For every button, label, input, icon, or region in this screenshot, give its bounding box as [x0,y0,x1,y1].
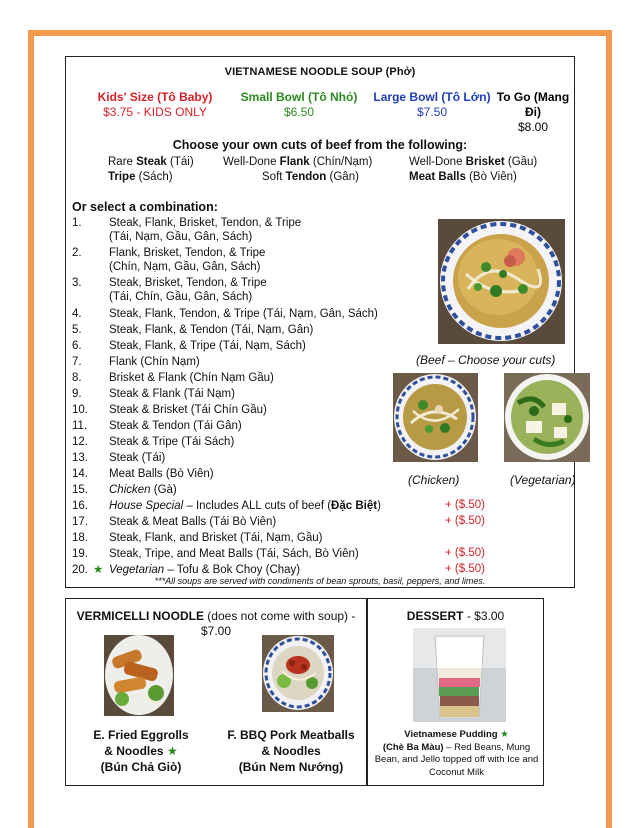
cut-brisket: Well-Done Brisket (Gầu) [409,156,538,168]
vegetarian-pho-photo [504,373,590,462]
upcharge-19: + ($.50) [445,547,485,559]
vegetarian-caption: (Vegetarian) [510,473,576,487]
price-small: Small Bowl (Tô Nhỏ) $6.50 [240,90,358,119]
soup-title: VIETNAMESE NOODLE SOUP (Phở) [224,66,416,78]
pudding-photo [413,628,506,722]
dish-f: F. BBQ Pork Meatballs & Noodles (Bún Nem Nướng) [227,728,355,774]
vermicelli-section [65,598,367,786]
dish-e: E. Fried Eggrolls & Noodles ★ (Bún Chả Giò) [93,728,189,774]
upcharge-17: + ($.50) [445,515,485,527]
dessert-title: DESSERT - $3.00 [406,609,505,623]
cut-meatballs: Meat Balls (Bò Viên) [409,171,517,183]
chicken-pho-photo [393,373,478,462]
beef-pho-photo [438,219,565,344]
price-kids: Kids' Size (Tô Baby) $3.75 - KIDS ONLY [97,90,213,119]
upcharge-20: + ($.50) [445,563,485,575]
cut-tripe: Tripe (Sách) [108,171,173,183]
cut-flank: Well-Done Flank (Chín/Nạm) [223,156,373,168]
price-to-go: To Go (Mang Đi) $8.00 [496,90,570,134]
dessert-description: Vietnamese Pudding ★ (Chè Ba Màu) – Red Beans, Mung Bean, and Jello topped off with Ice and Coconut Milk [374,729,539,778]
chicken-caption: (Chicken) [408,473,460,487]
star-icon: ★ [166,744,178,758]
cut-steak: Rare Steak (Tái) [108,156,194,168]
eggrolls-photo [104,635,174,716]
cut-tendon: Soft Tendon (Gân) [262,171,359,183]
vermicelli-price: $7.00 [200,624,232,638]
vermicelli-title: VERMICELLI NOODLE (does not come with soup) - $7.00 [66,609,366,639]
star-icon: ★ [93,564,104,576]
noodle-soup-section: VIETNAMESE NOODLE SOUP (Phở) Kids' Size (Tô Baby) $3.75 - KIDS ONLY Small Bowl (Tô Nhỏ) $6.50 Large Bowl (Tô Lớn) $7.50 To Go (Mang Đi) $8.00 Choose your own cuts of beef from the following: Rare Steak (Tái) Well-Done Flank (Chín/Nạm) Well-Done Brisket (Gầu) Tripe (Sách) Soft Tendon (Gân) Meat Balls (Bò Viên) Or select a combination: 1. Steak, Flank, Brisket, Tendon, & Tripe (Tái, Nạm, Gầu, Gân, Sách) 2. Flank, Brisket, Tendon, & Tripe (Chín, Nạm, Gầu, Gân, Sách) 3. Steak, Brisket, Tendon, & Tripe (Tái, Chín, Gầu, Gân, Sách) 4. Steak, Flank, Tendon, & Tripe (Tái, Nạm, Gân, Sách) 5. Steak, Flank, & Tendon (Tái, Nạm, Gân) 6. Steak, Flank, & Tripe (Tái, Nạm, Sách) 7. Flank (Chín Nạm) 8. Brisket & Flank (Chín Nạm Gầu) 9. Steak & Flank (Tái Nạm) 10. Steak & Brisket (Tái Chín Gầu) 11. Steak & Tendon (Tái Gân) 12. Steak & Tripe (Tái Sách) 13. Steak (Tái) 14. Meat Balls (Bò Viên) 15. Chicken (Gà) 16. House Special – Includes ALL cuts of beef (Đặc Biệt) 17. Steak & Meat Balls (Tái Bò Viên) 18. Steak, Flank, and Brisket (Tái, Nạm, Gầu) 19. Steak, Tripe, and Meat Balls (Tái, Sách, Bò Viên) 20. ★ Vegetarian – Tofu & Bok Choy (Chay) + ($.50) + ($.50) + ($.50) + ($.50) ***All soups are served with condiments of bean sprouts, basil, peppers, and limes. (Beef – Choose your cuts) (Chicken) (Vegetarian) [65,56,575,588]
condiments-note: ***All soups are served with condiments of bean sprouts, basil, peppers, and limes. [154,576,486,586]
bbq-meatballs-photo [262,635,334,712]
star-icon: ★ [500,729,509,740]
dessert-section [367,598,544,786]
price-large: Large Bowl (Tô Lớn) $7.50 [373,90,491,119]
beef-caption: (Beef – Choose your cuts) [416,353,556,367]
combination-heading: Or select a combination: [72,200,218,214]
choose-cuts-heading: Choose your own cuts of beef from the following: [172,138,468,152]
menu-page-frame [28,30,612,828]
upcharge-16: + ($.50) [445,499,485,511]
